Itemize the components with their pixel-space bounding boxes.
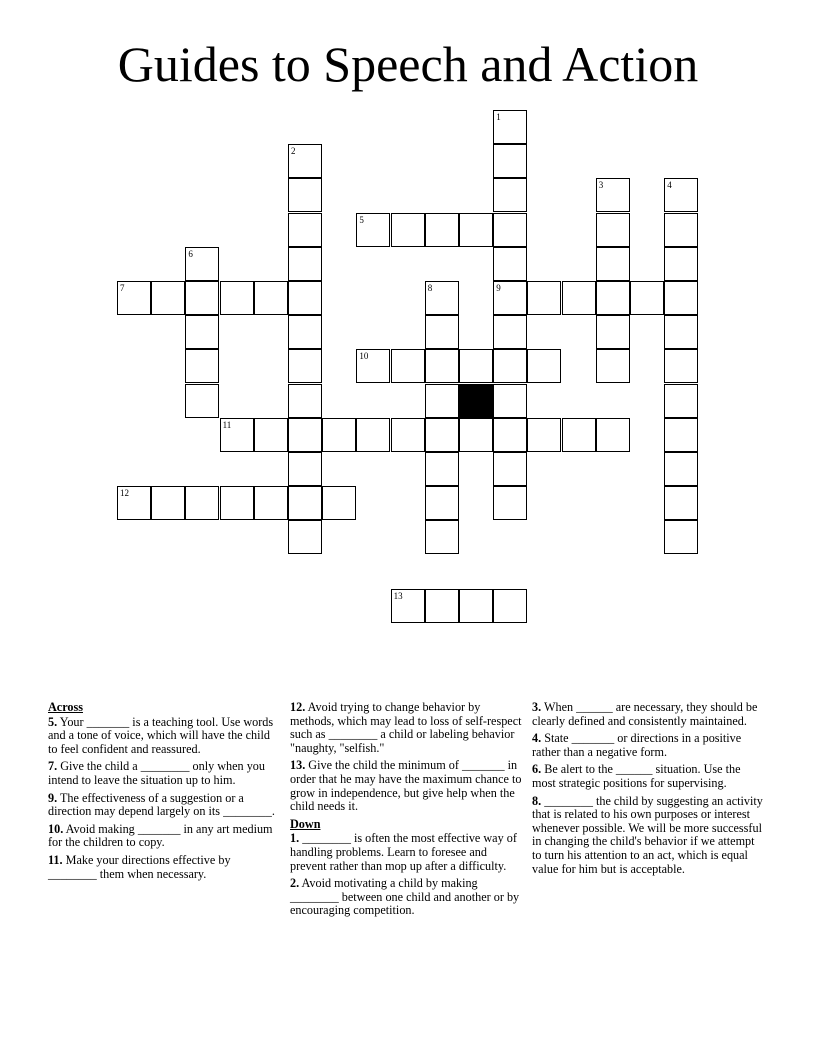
crossword-cell[interactable] (527, 281, 561, 315)
crossword-cell[interactable] (356, 213, 390, 247)
clue-text: The effectiveness of a suggestion or a direction may depend largely on its ________. (48, 790, 275, 819)
clue-8 (532, 795, 766, 877)
clue-text: Avoid trying to change behavior by methods, which may lead to loss of self-respect such as ________ a child or labeling behavior "naughty, "selfish." (290, 700, 522, 755)
crossword-cell[interactable] (493, 418, 527, 452)
clue-number: 9 (496, 283, 501, 293)
crossword-cell[interactable] (664, 384, 698, 418)
crossword-cell[interactable] (425, 281, 459, 315)
crossword-cell[interactable] (664, 315, 698, 349)
crossword-cell[interactable] (630, 281, 664, 315)
crossword-cell[interactable] (664, 349, 698, 383)
clue-number: 5 (359, 214, 364, 225)
crossword-cell[interactable] (459, 213, 493, 247)
crossword-cell[interactable] (493, 178, 527, 212)
crossword-cell[interactable] (220, 418, 254, 452)
clue-text: Make your directions effective by ________ them when necessary. (48, 852, 231, 881)
crossword-cell[interactable] (288, 452, 322, 486)
crossword-cell[interactable] (117, 281, 151, 315)
crossword-cell[interactable] (596, 418, 630, 452)
crossword-cell[interactable] (117, 486, 151, 520)
clue-number-label: 10. (48, 821, 64, 836)
crossword-cell[interactable] (596, 281, 630, 315)
clue-3 (532, 701, 766, 728)
clue-number: 1 (496, 112, 501, 122)
puzzle-title: Guides to Speech and Action (117, 36, 699, 92)
crossword-cell[interactable] (288, 213, 322, 247)
clue-number: 11 (222, 419, 232, 430)
crossword-cell[interactable] (664, 247, 698, 281)
clue-number-label: 3. (532, 700, 542, 714)
clue-text: When ______ are necessary, they should be clearly defined and consistently maintained. (532, 700, 758, 728)
crossword-cell[interactable] (493, 247, 527, 281)
crossword-cell[interactable] (527, 349, 561, 383)
crossword-cell[interactable] (391, 418, 425, 452)
crossword-cell[interactable] (185, 315, 219, 349)
clues-column-2 (290, 701, 524, 922)
crossword-cell[interactable] (288, 384, 322, 418)
crossword-cell[interactable] (185, 349, 219, 383)
crossword-cell[interactable] (425, 589, 459, 623)
crossword-cell[interactable] (596, 178, 630, 212)
crossword-cell[interactable] (356, 349, 390, 383)
crossword-cell[interactable] (185, 384, 219, 418)
crossword-cell[interactable] (459, 589, 493, 623)
crossword-cell[interactable] (664, 486, 698, 520)
clue-12 (290, 701, 524, 755)
crossword-cell[interactable] (527, 418, 561, 452)
crossword-cell[interactable] (220, 486, 254, 520)
clue-10 (48, 823, 282, 850)
clue-number-label: 13. (290, 758, 306, 773)
crossword-cell[interactable] (288, 418, 322, 452)
crossword-cell[interactable] (493, 486, 527, 520)
crossword-cell[interactable] (185, 247, 219, 281)
crossword-cell[interactable] (425, 213, 459, 247)
crossword-cell[interactable] (288, 281, 322, 315)
crossword-cell[interactable] (459, 349, 493, 383)
crossword-cell[interactable] (185, 281, 219, 315)
clue-number: 10 (359, 351, 369, 362)
crossword-cell[interactable] (425, 384, 459, 418)
clues-column-3 (532, 701, 766, 880)
crossword-cell[interactable] (596, 247, 630, 281)
clue-number: 13 (393, 590, 403, 601)
clue-text: Avoid making _______ in any art medium for the children to copy. (48, 821, 273, 850)
crossword-cell[interactable] (425, 349, 459, 383)
crossword-cell[interactable] (288, 315, 322, 349)
crossword-cell[interactable] (254, 486, 288, 520)
crossword-cell[interactable] (596, 213, 630, 247)
crossword-cell[interactable] (493, 452, 527, 486)
crossword-cell[interactable] (493, 349, 527, 383)
clue-number: 8 (427, 283, 433, 293)
crossword-cell[interactable] (322, 418, 356, 452)
clue-text: Avoid motivating a child by making ________ between one child and another or by encouraging competition. (290, 876, 520, 918)
clues-column-1 (48, 701, 282, 885)
crossword-cell[interactable] (425, 520, 459, 554)
clue-text: Your _______ is a teaching tool. Use words and a tone of voice, which will have the child to feel confident and reassured. (48, 714, 274, 756)
crossword-cell[interactable] (391, 589, 425, 623)
crossword-cell[interactable] (664, 178, 698, 212)
crossword-cell[interactable] (425, 452, 459, 486)
crossword-cell[interactable] (288, 349, 322, 383)
crossword-cell[interactable] (493, 213, 527, 247)
clue-number: 3 (598, 180, 604, 191)
crossword-cell[interactable] (664, 418, 698, 452)
clue-number-label: 1. (290, 831, 300, 846)
crossword-cell[interactable] (151, 281, 185, 315)
clue-number-label: 11. (48, 852, 63, 867)
clue-text: Give the child the minimum of _______ in order that he may have the maximum chance to grow in independence, but give help when the child needs it. (290, 758, 522, 814)
crossword-cell[interactable] (425, 486, 459, 520)
clue-1 (290, 832, 524, 873)
crossword-cell[interactable] (185, 486, 219, 520)
clue-text: ________ the child by suggesting an activity that is related to his own purposes or interest whenever possible. We will be more successful in changing the child's behavior if we attempt to turn his attention to an act, which is equal value for him but is acceptable. (532, 793, 763, 876)
crossword-cell[interactable] (322, 486, 356, 520)
crossword-cell[interactable] (493, 315, 527, 349)
clue-text: ________ is often the most effective way of handling problems. Learn to foresee and prevent rather than mop up after a difficulty. (290, 831, 517, 873)
clue-2 (290, 877, 524, 918)
crossword-cell[interactable] (493, 144, 527, 178)
crossword-cell[interactable] (596, 315, 630, 349)
clue-number: 6 (188, 248, 193, 259)
clue-number-label: 2. (290, 876, 300, 891)
clue-13 (290, 759, 524, 813)
clue-5 (48, 716, 282, 757)
crossword-cell[interactable] (664, 520, 698, 554)
crossword-cell[interactable] (596, 349, 630, 383)
clue-number-label: 4. (532, 731, 542, 746)
crossword-cell[interactable] (459, 418, 493, 452)
clue-number-label: 8. (532, 793, 542, 808)
crossword-cell[interactable] (493, 384, 527, 418)
clue-text: State _______ or directions in a positive rather than a negative form. (532, 731, 742, 759)
black-square (459, 384, 493, 418)
clue-number-label: 12. (290, 700, 306, 714)
crossword-cell[interactable] (220, 281, 254, 315)
crossword-cell[interactable] (664, 452, 698, 486)
clue-number-label: 7. (48, 759, 58, 774)
crossword-cell[interactable] (288, 486, 322, 520)
clue-4 (532, 732, 766, 759)
clue-number-label: 5. (48, 714, 58, 729)
clue-7 (48, 760, 282, 787)
clue-text: Give the child a ________ only when you intend to leave the situation up to him. (48, 759, 265, 787)
clue-9 (48, 792, 282, 819)
clue-number-label: 6. (532, 762, 542, 777)
clue-11 (48, 854, 282, 881)
clue-text: Be alert to the ______ situation. Use the most strategic positions for supervising. (532, 762, 741, 790)
clue-number: 12 (120, 488, 129, 499)
crossword-cell[interactable] (391, 213, 425, 247)
crossword-cell[interactable] (562, 418, 596, 452)
crossword-cell[interactable] (425, 418, 459, 452)
clue-number: 2 (291, 146, 296, 157)
crossword-cell[interactable] (254, 281, 288, 315)
crossword-cell[interactable] (391, 349, 425, 383)
crossword-cell[interactable] (425, 315, 459, 349)
clue-number: 4 (667, 180, 672, 191)
crossword-cell[interactable] (151, 486, 185, 520)
crossword-cell[interactable] (493, 110, 527, 144)
clue-number-label: 9. (48, 790, 58, 805)
crossword-cell[interactable] (288, 247, 322, 281)
crossword-cell[interactable] (288, 520, 322, 554)
crossword-cell[interactable] (493, 589, 527, 623)
crossword-cell[interactable] (254, 418, 288, 452)
crossword-cell[interactable] (288, 144, 322, 178)
clue-6 (532, 763, 766, 790)
clue-number: 7 (120, 283, 125, 293)
crossword-cell[interactable] (664, 213, 698, 247)
crossword-cell[interactable] (356, 418, 390, 452)
crossword-cell[interactable] (664, 281, 698, 315)
down-header: Down (290, 816, 321, 831)
crossword-cell[interactable] (493, 281, 527, 315)
across-header: Across (48, 700, 83, 714)
crossword-cell[interactable] (562, 281, 596, 315)
crossword-cell[interactable] (288, 178, 322, 212)
